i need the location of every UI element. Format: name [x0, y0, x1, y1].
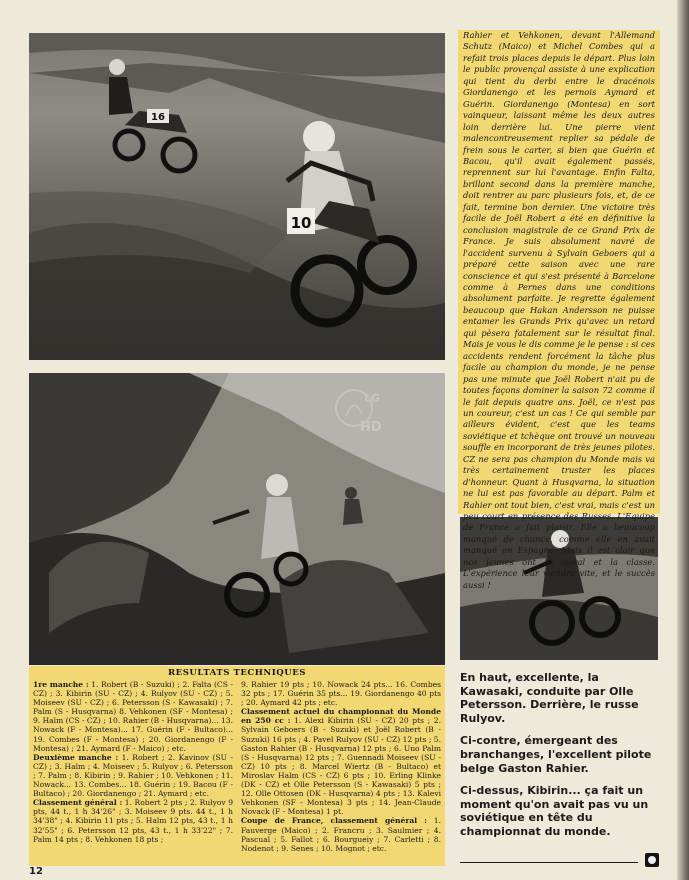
caption-top-photo: En haut, excellente, la Kawasaki, conduite par Olle Petersson. Derrière, le russe Rulyov.: [460, 671, 639, 725]
results-box: [29, 666, 445, 866]
result-label: Deuxième manche :: [33, 752, 119, 762]
result-label: 1re manche :: [33, 680, 89, 689]
result-label: Classement général :: [33, 798, 123, 808]
photo-petersson-kawasaki: [29, 33, 445, 360]
result-item: [33, 798, 233, 843]
results-column-left: [33, 680, 233, 853]
magazine-logo-icon: [645, 853, 659, 867]
result-text: 1. Fauverge (Maico) ; 2. Francru ; 3. Saulmier ; 4. Pascual ; 5. Fallot ; 6. Bourgueiy ; 7. Carletti ; 8. Nodenot ; 9. Senes ; 10. Mognot ; etc.: [241, 816, 441, 853]
result-text: 9. Rahier 19 pts ; 10. Nowack 24 pts... 16. Combes 32 pts ; 17. Guérin 35 pts... 19. Giordanengo 40 pts ; 20. Aymard 42 pts ; etc.: [241, 680, 441, 708]
photo-captions: [460, 671, 660, 848]
result-item: [33, 753, 233, 798]
result-text: 1. Robert (B - Suzuki) ; 2. Falta (CS - CZ) ; 3. Kibirin (SU - CZ) ; 4. Rulyov (SU - CZ) ; 5. Moiseev (SU - CZ) ; 6. Petersson (S - Kawasaki) ; 7. Palm (S - Husqvarna) 8. Vehkonen (SF - Montesa) ; 9. Halm (CS - CZ) ; 10. Rahier (B - Husqvarna)... 13. Nowack (F - Montesa)... 17. Guérin (F - Bultaco)... 19. Combes (F - Montesa) ; 20. Giordanengo (F - Montesa) ; 21. Aymard (F - Maico) ; etc.: [33, 680, 233, 753]
caption-divider: [460, 862, 638, 863]
result-text: 1. Robert ; 2. Kavinov (SU - CZ) ; 3. Halm ; 4. Moiseev ; 5. Rulyov ; 6. Petersson ; 7. Palm ; 8. Kibirin ; 9. Rahier ; 10. Vehkonen ; 11. Nowack... 13. Combes... 18. Guérin ; 19. Bacou (F - Bultaco) ; 20. Giordanengo ; 21. Aymard ; etc.: [33, 752, 233, 799]
result-item: [33, 680, 233, 753]
result-label: Coupe de France, classement général :: [241, 816, 427, 826]
results-title: RESULTATS TECHNIQUES: [168, 668, 306, 678]
result-item: [241, 816, 441, 852]
result-item: [241, 707, 441, 816]
article-paragraph: Rahier et Vehkonen, devant l'Allemand Schutz (Maico) et Michel Combes qui a refait trois places depuis le départ. Plus loin le public provençal assiste à une explication qui tient du derbi entre le dracénois Giordanengo et les pernois Aymard et Guérin. Giordanengo (Montesa) en sort vainqueur, laissant même les deux autres loin derrière lui. Une pierre vient malencontreusement replier sa pédale de frein sous le carter, si bien que Guérin et Bacou, qu'il avait également passés, reprennent sur lui l'avantage. Enfin Falta, brillant second dans la première manche, doit rentrer au parc plusieurs fois, et, de ce fait, termine bon dernier. Une victoire très facile de Joël Robert a été en définitive la conclusion magistrale de ce Grand Prix de France. Je suis absolument navré de l'accident survenu à Sylvain Geboers qui a préparé cette saison avec une rare conscience et qui s'est présenté à Barcelone comme à Pernes dans une conditions absolument parfaite. Je regrette également beaucoup que Hakan Andersson ne puisse entamer les Grands Prix qu'avec un retard qui pèsera fatalement sur le résultat final. Mais je vous le dis comme je le pense : si ces accidents rendent forcément la tâche plus facile au champion du monde, je ne pense pas une minute que Joël Robert n'ait pu de toutes façons dominer la saison 72 comme il le fait depuis quatre ans. Joël, ce n'est pas un coureur, c'est un cas ! Ce qui semble par ailleurs évident, c'est que les teams soviétique et tchèque ont trouvé un nouveau souffle en incorporant de très jeunes pilotes. CZ ne sera pas champion du Monde mais va très certainement truster les places d'honneur. Quant à Husqvarna, la situation ne lui est pas favorable au départ. Palm et Rahier ont tout bien, c'est vrai, mais c'est un peu court en présence des Russes. L'Equipe de France a fait plaisir. Elle a beaucoup manqué de chance, comme elle en avait manqué en Espagne. Mais il est clair que nos jeunes ont le moral et la classe. L'expérience leur viendra vite, et le succès aussi !: [463, 30, 655, 590]
page-edge-shadow: [677, 0, 689, 880]
result-item: [241, 680, 441, 707]
result-label: Classement actuel du championnat du Monde en 250 cc :: [241, 707, 441, 726]
watermark-text-top: LG: [364, 392, 381, 405]
caption-small-photo: Ci-dessus, Kibirin... ça fait un moment qu'on avait pas vu un soviétique en tête du championnat du monde.: [460, 784, 649, 838]
page-number: 12: [29, 866, 43, 877]
article-text: [458, 30, 660, 590]
result-text: 1. Robert 2 pts ; 2. Rulyov 9 pts, 44 t., 1 h 34'26" ; 3. Moiseev 9 pts. 44 t., 1 h 34'38" ; 4. Kibirin 11 pts ; 5. Halm 12 pts, 43 t., 1 h 32'55" ; 6. Petersson 12 pts, 43 t., 1 h 33'22" ; 7. Palm 14 pts ; 8. Vehkonen 18 pts ;: [33, 798, 234, 844]
result-text: 1. Alexi Kibirin (SU - CZ) 20 pts ; 2. Sylvain Geboers (B - Suzuki) et Joël Robert (B - Suzuki) 16 pts ; 4. Pavel Rulyov (SU - CZ) 12 pts ; 5. Gaston Rahier (B - Husqvarna) 12 pts ; 6. Uno Palm (S - Husqvarna) 12 pts ; 7. Guennadi Moiseev (SU - CZ) 10 pts ; 8. Marcel Wiertz (B - Bultaco) et Miroslav Halm (CS - CZ) 6 pts ; 10. Erling Klinke (DK - CZ) et Olle Petersson (S - Kawasaki) 5 pts ; 12. Olle Ottosen (DK - Husqvarna) 4 pts ; 13. Kalevi Vehkonen (SF - Montesa) 3 pts ; 14. Jean-Claude Novack (F - Montesa) 1 pt.: [241, 716, 441, 817]
plate-number-16: 16: [151, 112, 165, 123]
watermark-text-bottom: HD: [360, 420, 382, 435]
caption-middle-photo: Ci-contre, émergeant des branchanges, l'excellent pilote belge Gaston Rahier.: [460, 734, 652, 775]
watermark-logo: [332, 384, 388, 440]
results-column-right: [241, 680, 441, 853]
plate-number-10: 10: [290, 214, 312, 232]
